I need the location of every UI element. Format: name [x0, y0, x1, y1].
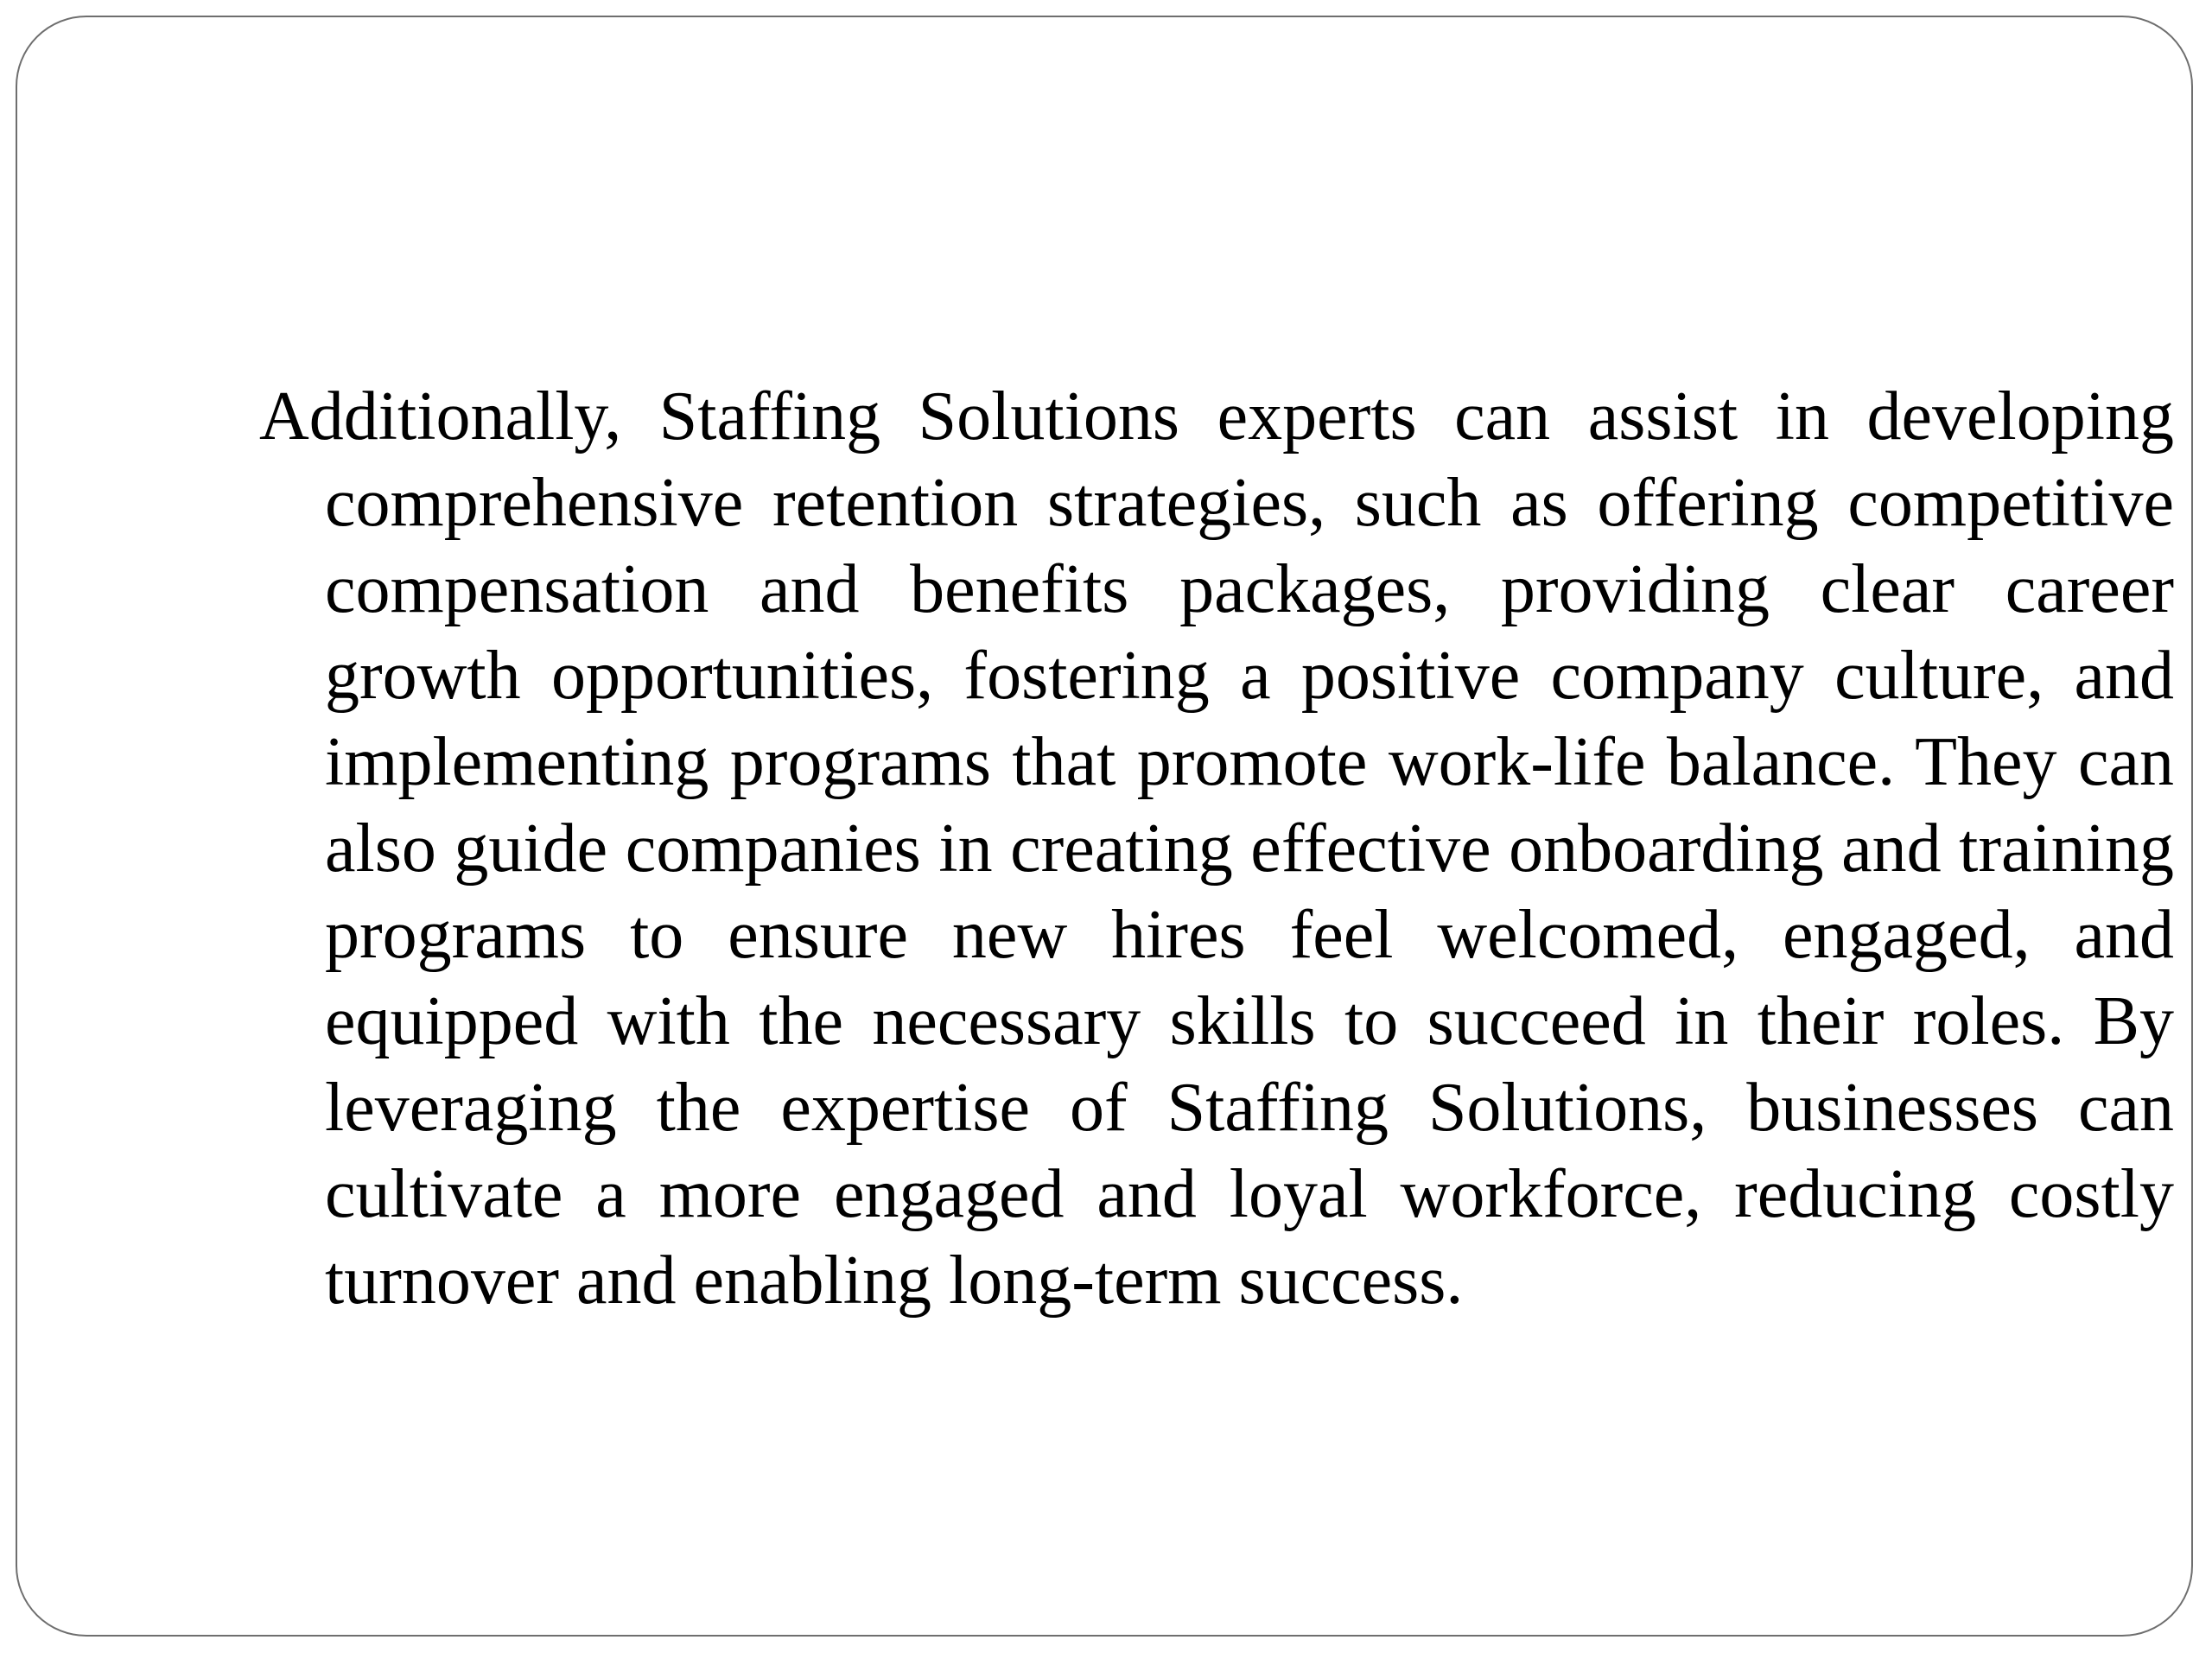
body-paragraph: Additionally, Staffing Solutions experts can assist in developing comprehensive retention strategies, such as offering competitive compensation and benefits packages, providing clear career growth opportunities, fostering a positive company culture, and implementing programs that promote work-life balance. They can also guide companies in creating effective onboarding and training programs to ensure new hires feel welcomed, engaged, and equipped with the necessary skills to succeed in their roles. By leveraging the expertise of Staffing Solutions, businesses can cultivate a more engaged and loyal workforce, reducing costly turnover and enabling long-term success.	[259, 378, 2174, 1319]
slide-frame	[16, 16, 2193, 1637]
